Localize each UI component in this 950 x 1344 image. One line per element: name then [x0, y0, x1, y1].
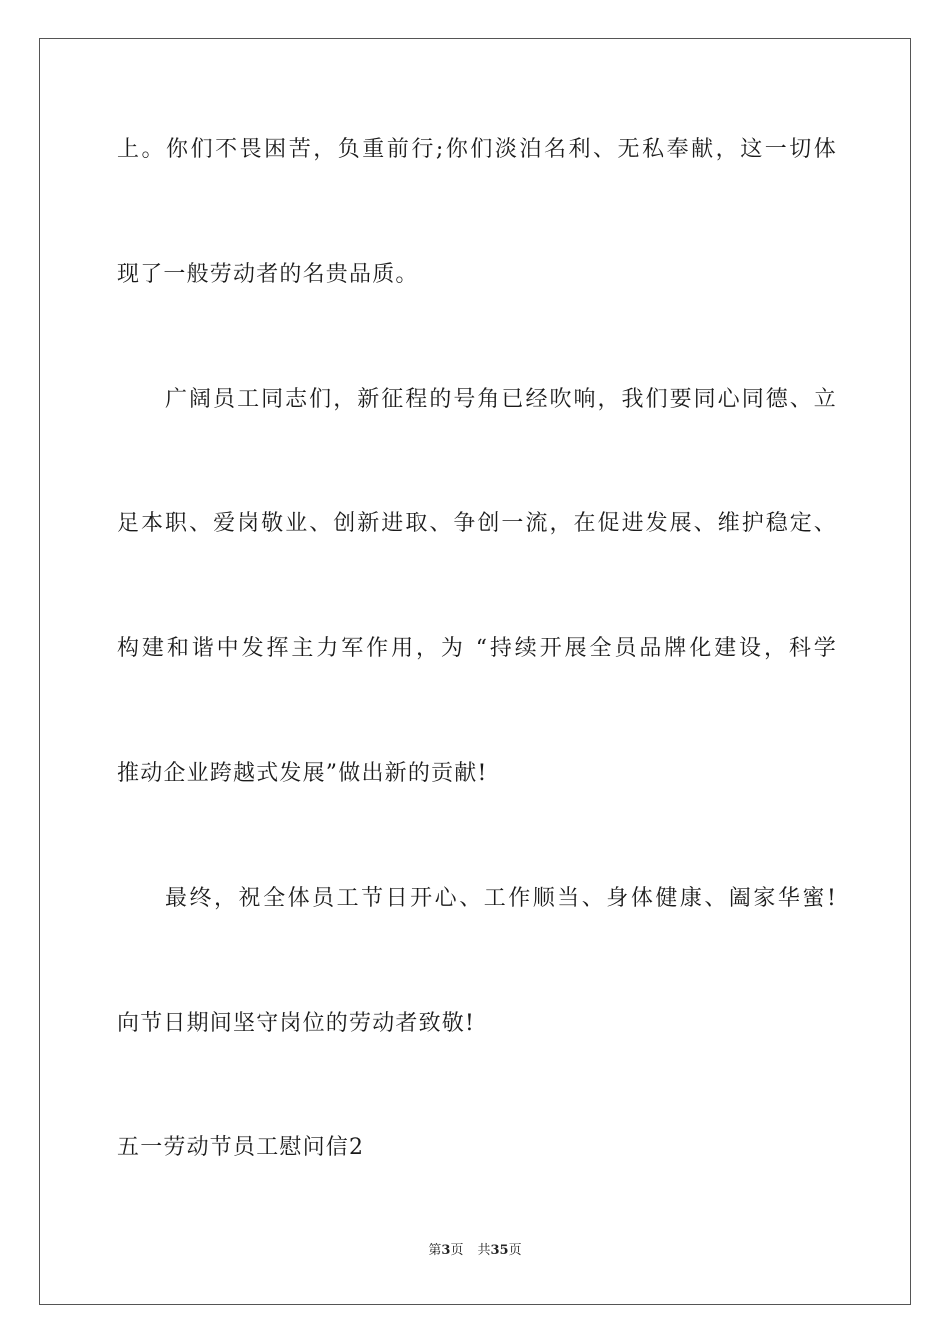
body-line-6: 推动企业跨越式发展”做出新的贡献! — [117, 761, 488, 786]
body-line-1: 上。你们不畏困苦，负重前行;你们淡泊名利、无私奉献，这一切体 — [117, 137, 837, 162]
footer-total-suffix: 页 — [508, 1243, 522, 1258]
page-number-footer — [0, 1242, 950, 1260]
footer-total-prefix: 共 — [477, 1243, 491, 1258]
total-pages-number: 35 — [490, 1243, 509, 1258]
body-line-4: 足本职、爱岗敬业、创新进取、争创一流，在促进发展、维护稳定、 — [117, 511, 837, 536]
footer-page-suffix: 页 — [450, 1243, 464, 1258]
body-line-8: 向节日期间坚守岗位的劳动者致敬! — [117, 1011, 476, 1036]
body-line-5: 构建和谐中发挥主力军作用，为 “持续开展全员品牌化建设，科学 — [117, 636, 837, 661]
body-line-3: 广阔员工同志们，新征程的号角已经吹响，我们要同心同德、立 — [165, 387, 837, 412]
body-line-2: 现了一般劳动者的名贵品质。 — [117, 262, 419, 287]
page-border — [39, 38, 911, 1305]
section-heading: 五一劳动节员工慰问信2 — [117, 1135, 365, 1160]
current-page-number: 3 — [441, 1243, 451, 1258]
footer-prefix: 第 — [428, 1243, 442, 1258]
body-line-7: 最终，祝全体员工节日开心、工作顺当、身体健康、阖家华蜜! — [165, 886, 837, 911]
